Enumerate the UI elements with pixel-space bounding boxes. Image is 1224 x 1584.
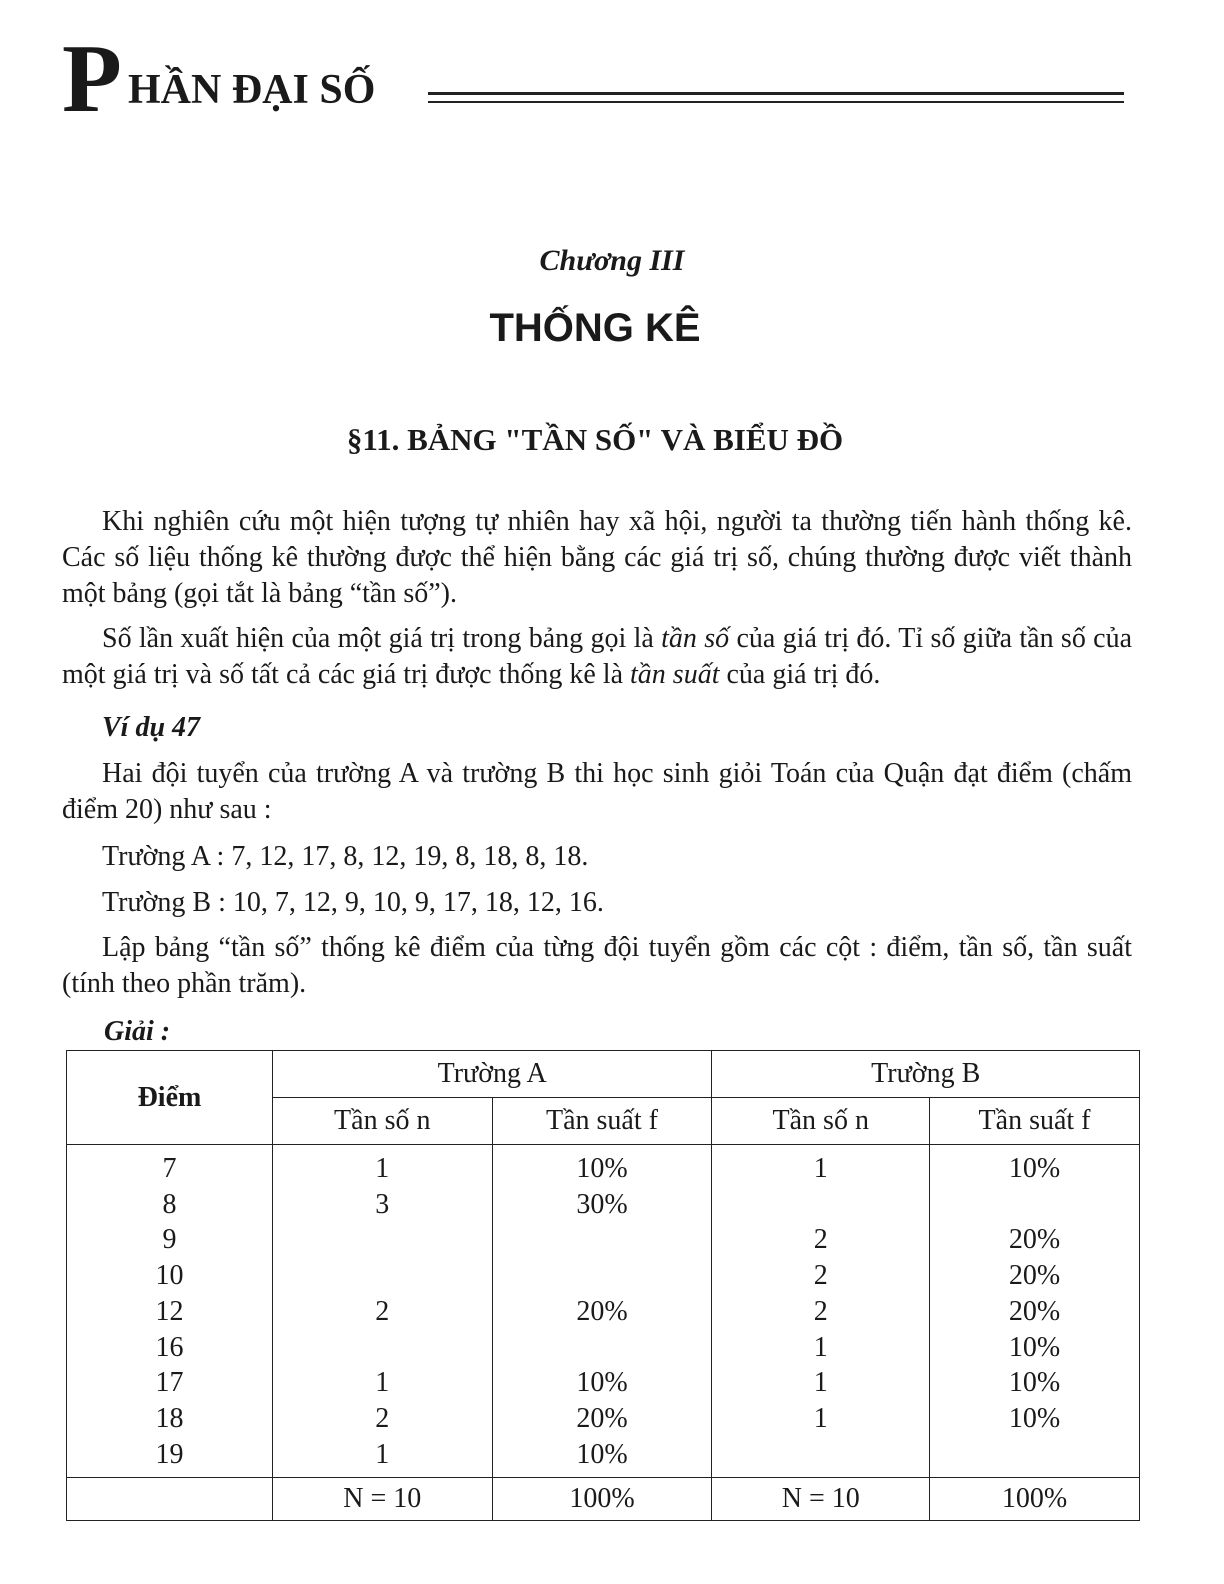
table-cell [273,1222,492,1258]
table-cell: 10% [1008,1153,1061,1184]
table-cell: 1 [813,1367,828,1399]
table-cell: 30% [576,1188,628,1220]
table-cell: 20% [1008,1295,1061,1327]
col-b-tan-suat-values [930,1145,1140,1478]
table-cell: 8 [162,1188,177,1220]
table-cell [493,1330,712,1366]
table-cell [930,1437,1139,1473]
school-a-scores: Trường A : 7, 12, 17, 8, 12, 19, 8, 18, 8, 18. [102,841,589,872]
table-cell [493,1222,712,1258]
frequency-table [66,1050,1140,1521]
col-a-tan-suat-values [492,1145,712,1478]
total-diem-cell [67,1478,273,1521]
total-a-tan-suat: 100% [492,1478,712,1521]
school-b-scores: Trường B : 10, 7, 12, 9, 10, 9, 17, 18, 12, 16. [102,887,604,918]
table-cell [712,1437,929,1473]
total-a-tan-so: N = 10 [272,1478,492,1521]
section-title: §11. BẢNG "TẦN SỐ" VÀ BIỂU ĐỒ [346,422,844,457]
col-b-tan-so-values [712,1145,930,1478]
table-cell: 10% [1008,1331,1061,1363]
chapter-label: Chương III [539,244,685,277]
table-cell: 20% [576,1402,628,1434]
term-tan-so: tần số [661,623,730,654]
table-cell: 9 [162,1224,177,1256]
table-cell [930,1187,1139,1223]
total-b-tan-suat: 100% [930,1478,1140,1521]
table-cell: 10% [1008,1367,1061,1399]
table-cell: 2 [813,1295,828,1327]
header-b-tan-suat: Tần suất f [930,1098,1140,1145]
total-b-tan-so: N = 10 [712,1478,930,1521]
table-cell: 1 [375,1438,390,1470]
table-body-row [67,1145,1140,1478]
table-cell: 1 [813,1331,828,1363]
header-school-b: Trường B [712,1051,1140,1098]
example-task: Lập bảng “tần số” thống kê điểm của từng đội tuyển gồm các cột : điểm, tần số, tần suất (tính theo phần trăm). [62,932,1132,999]
header-school-a: Trường A [272,1051,711,1098]
table-cell [273,1258,492,1294]
table-cell: 10% [576,1438,628,1470]
table-cell: 10 [155,1260,184,1292]
table-cell: 7 [162,1153,177,1184]
col-a-tan-so-values [272,1145,492,1478]
header-a-tan-suat: Tần suất f [492,1098,712,1145]
table-cell: 10% [576,1367,628,1399]
table-cell: 20% [1008,1260,1061,1292]
table-cell: 12 [155,1295,184,1327]
table-cell: 1 [813,1153,828,1184]
table-cell: 18 [155,1402,184,1434]
col-diem-values [67,1145,273,1478]
chapter-title: THỐNG KÊ [489,306,701,350]
table-cell: 20% [1008,1224,1061,1256]
part-initial: P [62,25,122,133]
header-a-tan-so: Tần số n [272,1098,492,1145]
term-tan-suat: tần suất [630,659,720,690]
header-b-tan-so: Tần số n [712,1098,930,1145]
intro-paragraph-2: Số lần xuất hiện của một giá trị trong bảng gọi là tần số của giá trị đó. Tỉ số giữa tần số của một giá trị và số tất cả các giá trị được thống kê là tần suất của giá trị đó. [62,623,1133,690]
table-cell: 2 [813,1260,828,1292]
part-title: HẦN ĐẠI SỐ [128,67,376,113]
total-row [67,1478,1140,1521]
table-cell: 3 [375,1188,390,1220]
table-cell: 1 [375,1367,390,1399]
part-header [62,22,1124,133]
intro-paragraph-1: Khi nghiên cứu một hiện tượng tự nhiên hay xã hội, người ta thường tiến hành thống kê. Các số liệu thống kê thường được thể hiện bằng các giá trị số, chúng thường được viết thành một bảng (gọi tắt là bảng “tần số”). [62,506,1132,609]
table-cell: 20% [576,1295,628,1327]
table-cell [712,1187,929,1223]
table-cell: 10% [576,1153,628,1184]
table-cell: 16 [155,1331,184,1363]
table-cell: 10% [1008,1402,1061,1434]
table-cell: 17 [155,1367,184,1399]
header-rule [428,92,1124,103]
table-cell: 2 [375,1402,390,1434]
table-cell: 1 [813,1402,828,1434]
example-label: Ví dụ 47 [102,712,201,743]
table-cell: 2 [813,1224,828,1256]
example-text: Hai đội tuyển của trường A và trường B thi học sinh giỏi Toán của Quận đạt điểm (chấm điểm 20) như sau : [62,758,1132,825]
solution-label: Giải : [104,1016,171,1047]
table-cell: 1 [375,1153,390,1184]
table-cell [493,1258,712,1294]
table-cell [273,1330,492,1366]
table-cell: 19 [155,1438,184,1470]
header-diem: Điểm [67,1051,273,1145]
table-cell: 2 [375,1295,390,1327]
